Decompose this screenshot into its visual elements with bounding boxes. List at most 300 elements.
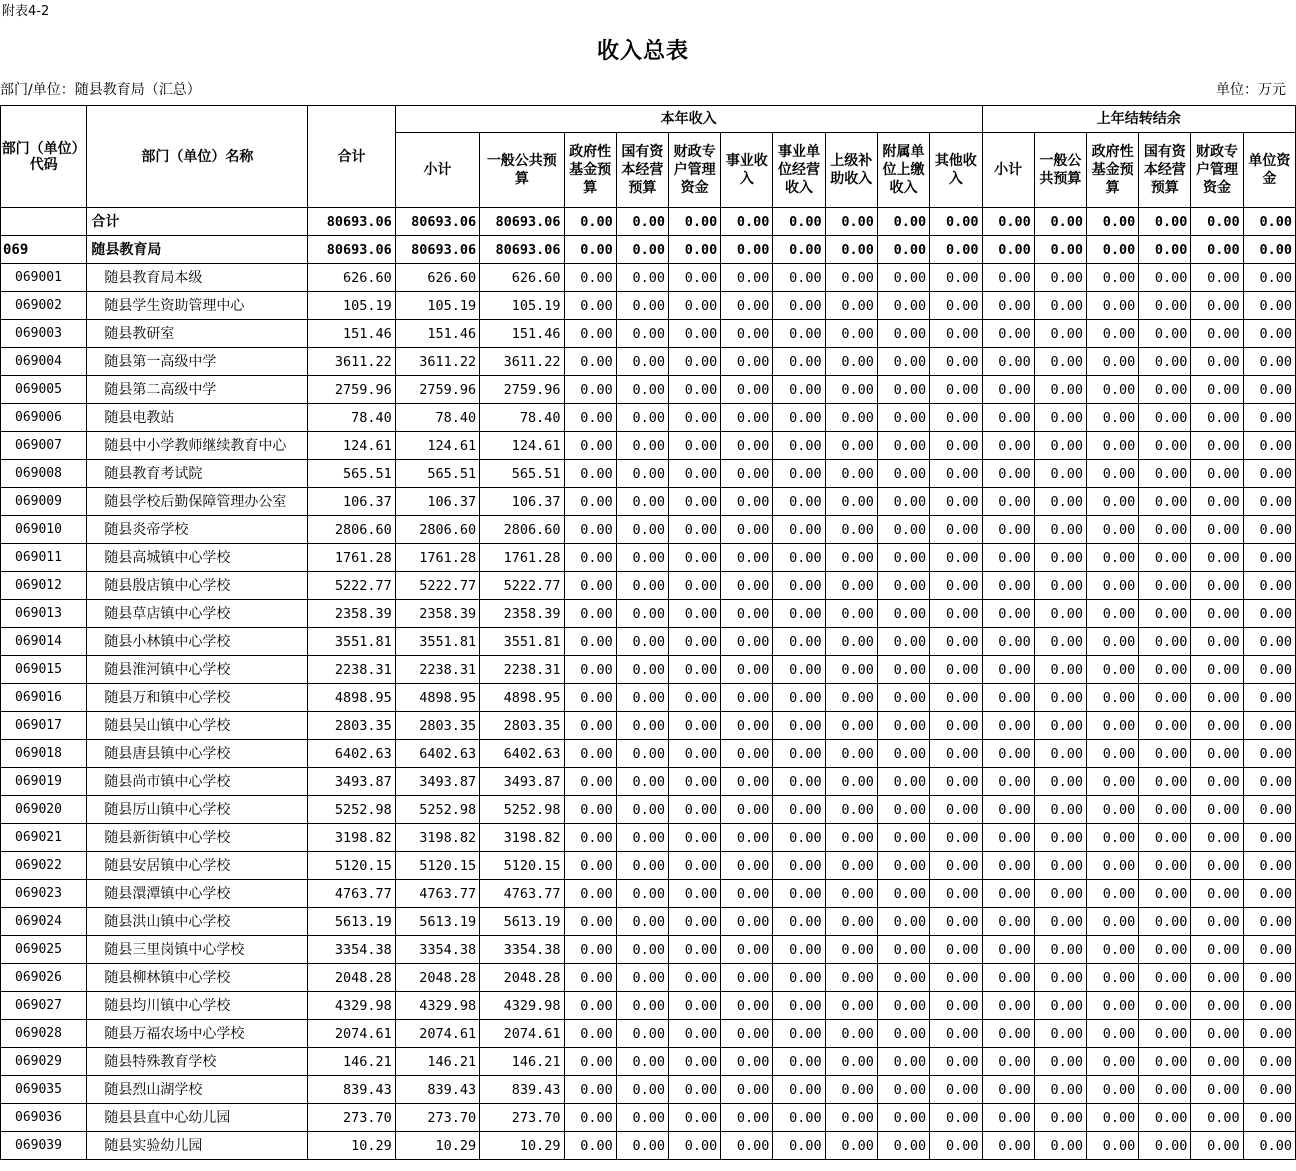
cell-name: 随县炎帝学校: [87, 516, 308, 544]
cell-zero: 0.00: [825, 852, 877, 880]
cell-zero: 0.00: [616, 516, 668, 544]
cell-zero: 0.00: [930, 376, 982, 404]
cell-current-subtotal: 626.60: [395, 264, 479, 292]
cell-zero: 0.00: [1191, 796, 1243, 824]
cell-zero: 0.00: [1034, 656, 1086, 684]
cell-zero: 0.00: [1034, 1048, 1086, 1076]
cell-zero: 0.00: [564, 1048, 616, 1076]
cell-zero: 0.00: [1086, 236, 1138, 264]
table-row: [1, 544, 1296, 572]
header-name: 部门（单位）名称: [87, 106, 308, 208]
cell-zero: 0.00: [1139, 740, 1191, 768]
cell-zero: 0.00: [1034, 628, 1086, 656]
cell-total: 6402.63: [308, 740, 395, 768]
cell-zero: 0.00: [1191, 712, 1243, 740]
table-row: [1, 628, 1296, 656]
cell-zero: 0.00: [825, 348, 877, 376]
cell-zero: 0.00: [1191, 1104, 1243, 1132]
header-group-prior: 上年结转结余: [982, 106, 1296, 133]
cell-zero: 0.00: [1034, 460, 1086, 488]
cell-zero: 0.00: [721, 292, 773, 320]
cell-zero: 0.00: [930, 208, 982, 236]
cell-general-budget: 2806.60: [480, 516, 564, 544]
cell-zero: 0.00: [1243, 852, 1295, 880]
cell-zero: 0.00: [668, 964, 720, 992]
cell-zero: 0.00: [1139, 628, 1191, 656]
cell-zero: 0.00: [564, 544, 616, 572]
cell-zero: 0.00: [877, 488, 929, 516]
cell-code: 069026: [1, 964, 87, 992]
cell-code: 069024: [1, 908, 87, 936]
cell-zero: 0.00: [1086, 908, 1138, 936]
cell-zero: 0.00: [825, 572, 877, 600]
table-row: [1, 796, 1296, 824]
cell-zero: 0.00: [982, 908, 1034, 936]
cell-zero: 0.00: [1034, 740, 1086, 768]
cell-code: 069028: [1, 1020, 87, 1048]
cell-current-subtotal: 10.29: [395, 1132, 479, 1160]
cell-zero: 0.00: [1034, 544, 1086, 572]
cell-zero: 0.00: [1243, 684, 1295, 712]
cell-general-budget: 3611.22: [480, 348, 564, 376]
cell-name: 随县厉山镇中心学校: [87, 796, 308, 824]
cell-zero: 0.00: [564, 880, 616, 908]
cell-zero: 0.00: [1139, 404, 1191, 432]
cell-current-subtotal: 5120.15: [395, 852, 479, 880]
cell-name: 随县烈山湖学校: [87, 1076, 308, 1104]
cell-zero: 0.00: [564, 320, 616, 348]
cell-zero: 0.00: [616, 796, 668, 824]
cell-zero: 0.00: [1191, 1048, 1243, 1076]
cell-zero: 0.00: [773, 264, 825, 292]
cell-zero: 0.00: [564, 488, 616, 516]
cell-general-budget: 1761.28: [480, 544, 564, 572]
cell-zero: 0.00: [1191, 264, 1243, 292]
cell-general-budget: 124.61: [480, 432, 564, 460]
cell-zero: 0.00: [1034, 1104, 1086, 1132]
header-code: 部门（单位）代码: [1, 106, 87, 208]
cell-zero: 0.00: [1243, 404, 1295, 432]
cell-zero: 0.00: [564, 348, 616, 376]
cell-zero: 0.00: [982, 1104, 1034, 1132]
cell-zero: 0.00: [773, 656, 825, 684]
cell-zero: 0.00: [616, 1048, 668, 1076]
cell-zero: 0.00: [1139, 684, 1191, 712]
cell-code: 069022: [1, 852, 87, 880]
cell-zero: 0.00: [1191, 460, 1243, 488]
table-row: [1, 432, 1296, 460]
cell-zero: 0.00: [1191, 628, 1243, 656]
cell-current-subtotal: 4763.77: [395, 880, 479, 908]
cell-zero: 0.00: [1191, 320, 1243, 348]
cell-zero: 0.00: [982, 516, 1034, 544]
cell-zero: 0.00: [930, 880, 982, 908]
cell-zero: 0.00: [825, 824, 877, 852]
table-header: [1, 106, 1296, 208]
cell-zero: 0.00: [877, 404, 929, 432]
cell-zero: 0.00: [668, 236, 720, 264]
cell-zero: 0.00: [616, 376, 668, 404]
cell-zero: 0.00: [564, 908, 616, 936]
cell-zero: 0.00: [877, 712, 929, 740]
cell-zero: 0.00: [721, 1020, 773, 1048]
cell-name: 随县教育局本级: [87, 264, 308, 292]
cell-zero: 0.00: [721, 208, 773, 236]
cell-zero: 0.00: [668, 544, 720, 572]
cell-zero: 0.00: [616, 824, 668, 852]
cell-zero: 0.00: [1139, 348, 1191, 376]
cell-zero: 0.00: [877, 208, 929, 236]
cell-zero: 0.00: [1139, 264, 1191, 292]
cell-zero: 0.00: [616, 460, 668, 488]
cell-zero: 0.00: [1191, 488, 1243, 516]
cell-zero: 0.00: [1034, 824, 1086, 852]
cell-zero: 0.00: [930, 264, 982, 292]
cell-zero: 0.00: [721, 1076, 773, 1104]
cell-code: 069017: [1, 712, 87, 740]
cell-zero: 0.00: [1191, 656, 1243, 684]
cell-code: 069015: [1, 656, 87, 684]
cell-zero: 0.00: [668, 852, 720, 880]
cell-general-budget: 106.37: [480, 488, 564, 516]
cell-code: 069019: [1, 768, 87, 796]
cell-zero: 0.00: [564, 376, 616, 404]
cell-zero: 0.00: [1139, 460, 1191, 488]
cell-name: 随县殷店镇中心学校: [87, 572, 308, 600]
cell-zero: 0.00: [1191, 1020, 1243, 1048]
cell-zero: 0.00: [982, 208, 1034, 236]
cell-zero: 0.00: [773, 376, 825, 404]
cell-zero: 0.00: [1034, 516, 1086, 544]
cell-zero: 0.00: [982, 1048, 1034, 1076]
cell-zero: 0.00: [616, 1076, 668, 1104]
department-label: 部门/单位：随县教育局（汇总）: [0, 82, 201, 98]
cell-zero: 0.00: [1191, 544, 1243, 572]
cell-zero: 0.00: [982, 712, 1034, 740]
cell-code: 069: [1, 236, 87, 264]
cell-current-subtotal: 124.61: [395, 432, 479, 460]
cell-zero: 0.00: [1086, 264, 1138, 292]
cell-zero: 0.00: [825, 992, 877, 1020]
cell-total: 565.51: [308, 460, 395, 488]
cell-name: 随县万福农场中心学校: [87, 1020, 308, 1048]
cell-zero: 0.00: [721, 432, 773, 460]
cell-zero: 0.00: [982, 880, 1034, 908]
cell-code: 069007: [1, 432, 87, 460]
cell-zero: 0.00: [825, 488, 877, 516]
cell-zero: 0.00: [564, 404, 616, 432]
cell-current-subtotal: 151.46: [395, 320, 479, 348]
cell-current-subtotal: 3354.38: [395, 936, 479, 964]
cell-zero: 0.00: [668, 320, 720, 348]
cell-zero: 0.00: [721, 488, 773, 516]
cell-zero: 0.00: [877, 908, 929, 936]
cell-name: 随县县直中心幼儿园: [87, 1104, 308, 1132]
cell-name: 随县澴潭镇中心学校: [87, 880, 308, 908]
cell-general-budget: 105.19: [480, 292, 564, 320]
cell-zero: 0.00: [1243, 432, 1295, 460]
cell-zero: 0.00: [1086, 768, 1138, 796]
cell-zero: 0.00: [721, 348, 773, 376]
table-row: [1, 572, 1296, 600]
cell-zero: 0.00: [773, 236, 825, 264]
cell-general-budget: 5222.77: [480, 572, 564, 600]
cell-zero: 0.00: [616, 236, 668, 264]
cell-total: 2759.96: [308, 376, 395, 404]
cell-zero: 0.00: [930, 824, 982, 852]
cell-total: 5252.98: [308, 796, 395, 824]
cell-zero: 0.00: [1086, 320, 1138, 348]
cell-zero: 0.00: [930, 1048, 982, 1076]
table-row: [1, 880, 1296, 908]
cell-code: 069003: [1, 320, 87, 348]
cell-zero: 0.00: [616, 964, 668, 992]
cell-code: 069005: [1, 376, 87, 404]
cell-current-subtotal: 5252.98: [395, 796, 479, 824]
cell-general-budget: 2074.61: [480, 1020, 564, 1048]
cell-zero: 0.00: [564, 936, 616, 964]
cell-zero: 0.00: [982, 460, 1034, 488]
cell-zero: 0.00: [877, 936, 929, 964]
cell-zero: 0.00: [721, 320, 773, 348]
cell-code: 069008: [1, 460, 87, 488]
cell-zero: 0.00: [1191, 404, 1243, 432]
cell-zero: 0.00: [982, 852, 1034, 880]
cell-zero: 0.00: [721, 1104, 773, 1132]
cell-total: 3611.22: [308, 348, 395, 376]
cell-zero: 0.00: [564, 796, 616, 824]
cell-zero: 0.00: [877, 768, 929, 796]
table-row: [1, 908, 1296, 936]
cell-current-subtotal: 273.70: [395, 1104, 479, 1132]
cell-total: 80693.06: [308, 236, 395, 264]
cell-code: 069010: [1, 516, 87, 544]
cell-zero: 0.00: [1139, 1076, 1191, 1104]
cell-zero: 0.00: [1086, 208, 1138, 236]
cell-zero: 0.00: [721, 740, 773, 768]
cell-zero: 0.00: [1086, 852, 1138, 880]
cell-zero: 0.00: [982, 236, 1034, 264]
cell-zero: 0.00: [564, 264, 616, 292]
cell-zero: 0.00: [930, 460, 982, 488]
cell-zero: 0.00: [1086, 1104, 1138, 1132]
cell-name: 随县均川镇中心学校: [87, 992, 308, 1020]
header-current-col: 一般公共预算: [480, 133, 564, 208]
cell-current-subtotal: 4329.98: [395, 992, 479, 1020]
cell-zero: 0.00: [982, 376, 1034, 404]
cell-zero: 0.00: [668, 824, 720, 852]
cell-zero: 0.00: [616, 712, 668, 740]
cell-zero: 0.00: [877, 1048, 929, 1076]
cell-zero: 0.00: [668, 292, 720, 320]
cell-total: 2074.61: [308, 1020, 395, 1048]
cell-zero: 0.00: [773, 208, 825, 236]
cell-code: 069025: [1, 936, 87, 964]
cell-zero: 0.00: [1243, 992, 1295, 1020]
table-row: [1, 656, 1296, 684]
cell-zero: 0.00: [1086, 404, 1138, 432]
cell-total: 4329.98: [308, 992, 395, 1020]
cell-general-budget: 2759.96: [480, 376, 564, 404]
cell-zero: 0.00: [825, 740, 877, 768]
cell-zero: 0.00: [616, 572, 668, 600]
cell-zero: 0.00: [616, 656, 668, 684]
cell-current-subtotal: 106.37: [395, 488, 479, 516]
cell-zero: 0.00: [1139, 880, 1191, 908]
header-prior-col: 小计: [982, 133, 1034, 208]
cell-zero: 0.00: [1243, 320, 1295, 348]
header-current-col: 国有资本经营预算: [616, 133, 668, 208]
cell-zero: 0.00: [1139, 936, 1191, 964]
cell-general-budget: 2048.28: [480, 964, 564, 992]
cell-zero: 0.00: [773, 684, 825, 712]
cell-zero: 0.00: [1139, 796, 1191, 824]
cell-name: 随县学校后勤保障管理办公室: [87, 488, 308, 516]
cell-zero: 0.00: [1191, 740, 1243, 768]
cell-zero: 0.00: [773, 1104, 825, 1132]
cell-code: 069039: [1, 1132, 87, 1160]
cell-zero: 0.00: [1139, 656, 1191, 684]
table-row: [1, 768, 1296, 796]
cell-zero: 0.00: [564, 236, 616, 264]
cell-zero: 0.00: [721, 656, 773, 684]
cell-zero: 0.00: [1034, 684, 1086, 712]
cell-zero: 0.00: [1191, 1132, 1243, 1160]
cell-general-budget: 2803.35: [480, 712, 564, 740]
cell-zero: 0.00: [773, 572, 825, 600]
cell-name: 随县学生资助管理中心: [87, 292, 308, 320]
cell-zero: 0.00: [982, 264, 1034, 292]
cell-zero: 0.00: [773, 516, 825, 544]
cell-zero: 0.00: [1243, 572, 1295, 600]
cell-zero: 0.00: [721, 964, 773, 992]
cell-zero: 0.00: [564, 852, 616, 880]
cell-zero: 0.00: [668, 1076, 720, 1104]
cell-zero: 0.00: [1191, 432, 1243, 460]
cell-zero: 0.00: [721, 796, 773, 824]
cell-zero: 0.00: [773, 348, 825, 376]
cell-zero: 0.00: [930, 1104, 982, 1132]
cell-code: 069011: [1, 544, 87, 572]
cell-zero: 0.00: [930, 1020, 982, 1048]
table-row: [1, 1132, 1296, 1160]
cell-zero: 0.00: [982, 432, 1034, 460]
cell-zero: 0.00: [564, 824, 616, 852]
cell-zero: 0.00: [930, 600, 982, 628]
cell-zero: 0.00: [1243, 880, 1295, 908]
cell-zero: 0.00: [1086, 348, 1138, 376]
cell-total: 273.70: [308, 1104, 395, 1132]
cell-zero: 0.00: [668, 516, 720, 544]
cell-zero: 0.00: [564, 684, 616, 712]
cell-zero: 0.00: [877, 1132, 929, 1160]
cell-name: 随县草店镇中心学校: [87, 600, 308, 628]
cell-zero: 0.00: [668, 404, 720, 432]
cell-zero: 0.00: [773, 460, 825, 488]
cell-zero: 0.00: [773, 936, 825, 964]
cell-zero: 0.00: [825, 1132, 877, 1160]
cell-zero: 0.00: [825, 684, 877, 712]
cell-total: 626.60: [308, 264, 395, 292]
cell-zero: 0.00: [668, 908, 720, 936]
cell-code: 069035: [1, 1076, 87, 1104]
cell-zero: 0.00: [1139, 992, 1191, 1020]
cell-general-budget: 626.60: [480, 264, 564, 292]
cell-zero: 0.00: [564, 1104, 616, 1132]
cell-zero: 0.00: [616, 1132, 668, 1160]
cell-zero: 0.00: [930, 488, 982, 516]
cell-zero: 0.00: [1034, 880, 1086, 908]
cell-zero: 0.00: [1086, 936, 1138, 964]
cell-zero: 0.00: [668, 796, 720, 824]
cell-name: 随县万和镇中心学校: [87, 684, 308, 712]
cell-zero: 0.00: [721, 824, 773, 852]
cell-current-subtotal: 2759.96: [395, 376, 479, 404]
cell-zero: 0.00: [1034, 712, 1086, 740]
cell-zero: 0.00: [930, 768, 982, 796]
cell-zero: 0.00: [616, 292, 668, 320]
cell-zero: 0.00: [1034, 908, 1086, 936]
cell-current-subtotal: 2048.28: [395, 964, 479, 992]
cell-zero: 0.00: [668, 880, 720, 908]
cell-zero: 0.00: [877, 1020, 929, 1048]
cell-zero: 0.00: [930, 236, 982, 264]
cell-name: 随县教育考试院: [87, 460, 308, 488]
cell-zero: 0.00: [930, 712, 982, 740]
cell-zero: 0.00: [825, 964, 877, 992]
cell-zero: 0.00: [1243, 516, 1295, 544]
cell-zero: 0.00: [721, 572, 773, 600]
cell-zero: 0.00: [1034, 320, 1086, 348]
cell-zero: 0.00: [982, 1076, 1034, 1104]
cell-zero: 0.00: [721, 376, 773, 404]
cell-zero: 0.00: [721, 992, 773, 1020]
header-prior-col: 一般公共预算: [1034, 133, 1086, 208]
header-current-col: 小计: [395, 133, 479, 208]
cell-zero: 0.00: [930, 544, 982, 572]
cell-name: 随县尚市镇中心学校: [87, 768, 308, 796]
cell-general-budget: 3354.38: [480, 936, 564, 964]
cell-zero: 0.00: [616, 1020, 668, 1048]
cell-code: 069016: [1, 684, 87, 712]
cell-zero: 0.00: [1139, 712, 1191, 740]
cell-zero: 0.00: [668, 488, 720, 516]
cell-zero: 0.00: [930, 572, 982, 600]
cell-zero: 0.00: [1243, 768, 1295, 796]
cell-general-budget: 839.43: [480, 1076, 564, 1104]
cell-zero: 0.00: [721, 880, 773, 908]
cell-zero: 0.00: [616, 768, 668, 796]
cell-total: 2806.60: [308, 516, 395, 544]
cell-zero: 0.00: [930, 348, 982, 376]
cell-zero: 0.00: [773, 432, 825, 460]
table-row: [1, 824, 1296, 852]
cell-total: 124.61: [308, 432, 395, 460]
cell-zero: 0.00: [668, 992, 720, 1020]
cell-general-budget: 4898.95: [480, 684, 564, 712]
cell-zero: 0.00: [564, 292, 616, 320]
table-row: [1, 964, 1296, 992]
cell-zero: 0.00: [825, 1076, 877, 1104]
cell-zero: 0.00: [773, 404, 825, 432]
cell-zero: 0.00: [982, 768, 1034, 796]
cell-zero: 0.00: [825, 936, 877, 964]
cell-zero: 0.00: [825, 236, 877, 264]
cell-total: 106.37: [308, 488, 395, 516]
cell-code: 069009: [1, 488, 87, 516]
cell-zero: 0.00: [668, 600, 720, 628]
cell-zero: 0.00: [1243, 1132, 1295, 1160]
